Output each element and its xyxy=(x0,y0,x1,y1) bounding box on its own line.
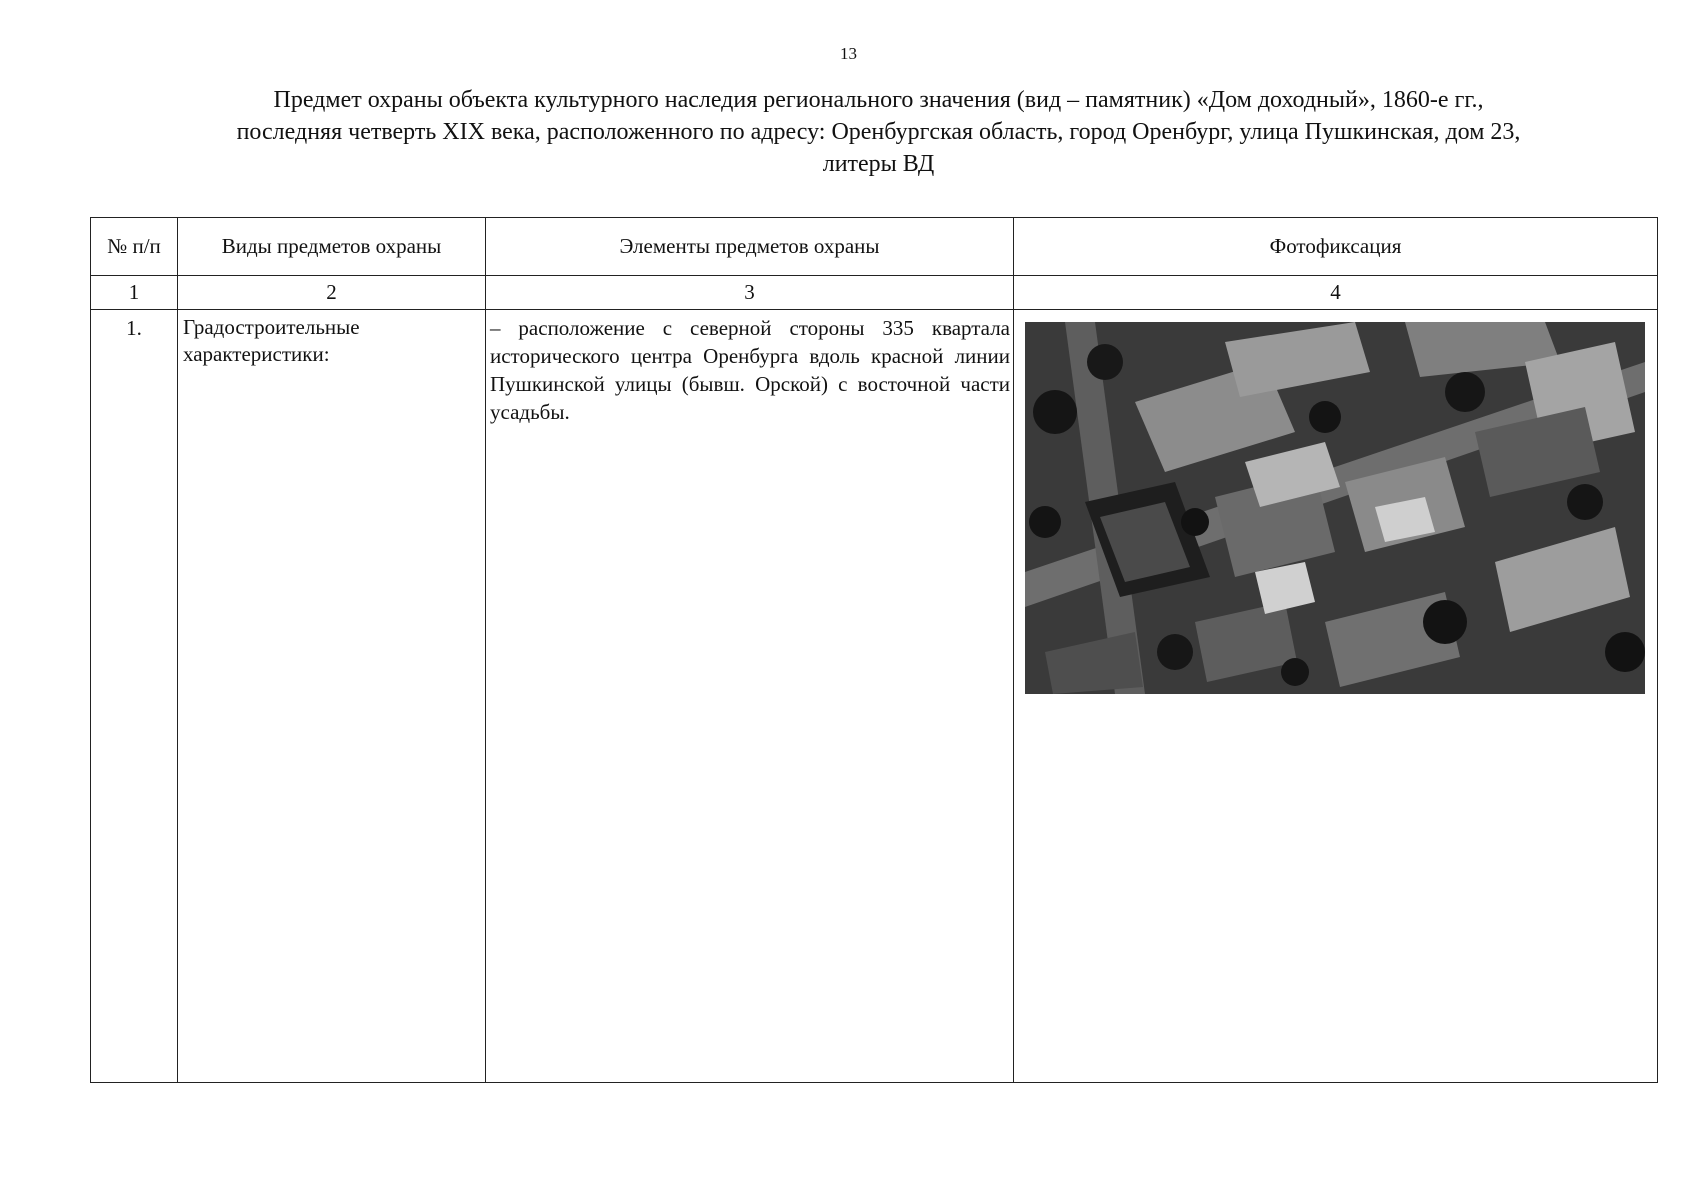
table-row xyxy=(91,310,1658,1083)
column-index: 2 xyxy=(178,276,486,310)
header-photo: Фотофиксация xyxy=(1014,218,1658,276)
header-type: Виды предметов охраны xyxy=(178,218,486,276)
title-line-2: последняя четверть XIX века, расположенного по адресу: Оренбургская область, город Оренбург, улица Пушкинская, дом 23, xyxy=(236,119,1521,145)
document-title xyxy=(80,84,1677,180)
column-index: 1 xyxy=(91,276,178,310)
column-index-row xyxy=(91,276,1658,310)
title-line-3: литеры ВД xyxy=(822,151,935,177)
protection-elements: – расположение с северной стороны 335 квартала исторического центра Оренбурга вдоль красной линии Пушкинской улицы (бывш. Орской) с восточной части усадьбы. xyxy=(486,310,1014,1083)
column-index: 4 xyxy=(1014,276,1658,310)
header-elements: Элементы предметов охраны xyxy=(486,218,1014,276)
row-number: 1. xyxy=(91,310,178,1083)
header-num: № п/п xyxy=(91,218,178,276)
protection-subject-table xyxy=(90,217,1658,1083)
protection-type: Градостроительные характеристики: xyxy=(178,310,486,1083)
aerial-photo xyxy=(1025,322,1645,694)
table-header-row xyxy=(91,218,1658,276)
photo-cell xyxy=(1014,310,1658,1083)
column-index: 3 xyxy=(486,276,1014,310)
page-number: 13 xyxy=(840,44,857,63)
title-line-1: Предмет охраны объекта культурного наследия регионального значения (вид – памятник) «Дом доходный», 1860-е гг., xyxy=(273,87,1484,113)
